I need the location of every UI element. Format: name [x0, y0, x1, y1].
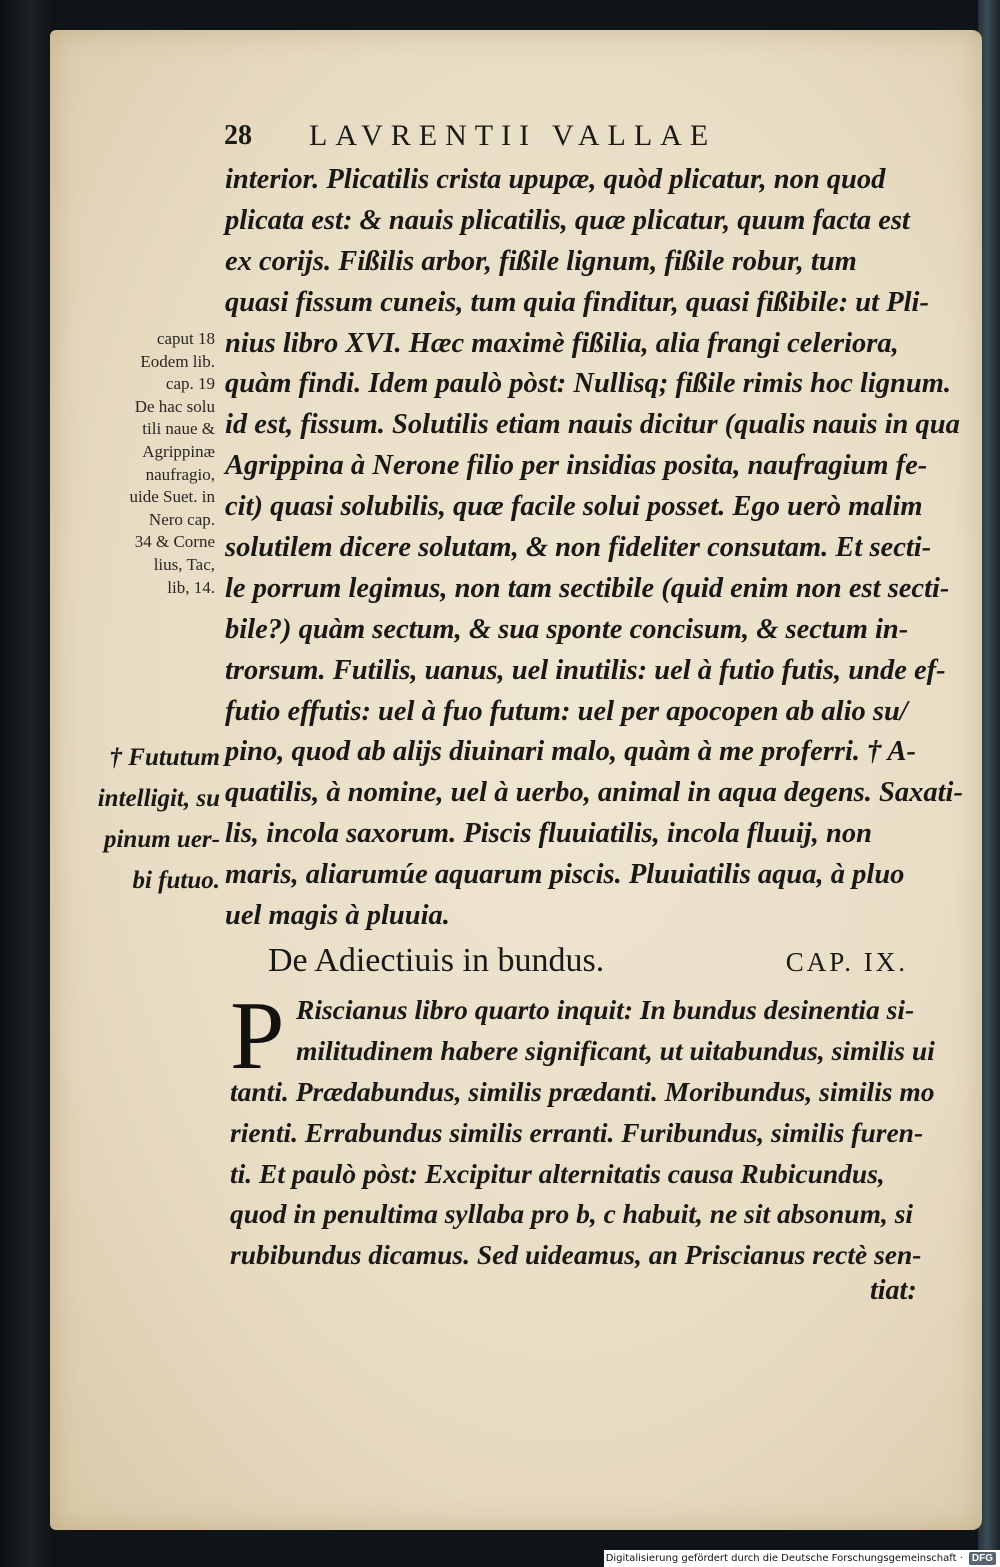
text-line: quod in penultima syllaba pro b, c habuit, ne sit absonum, si [230, 1198, 914, 1230]
binding-edge [0, 0, 55, 1567]
text-line: bile?) quàm sectum, & sua sponte concisum, & sectum in- [225, 613, 909, 645]
text-line: tanti. Prædabundus, similis prædanti. Moribundus, similis mo [230, 1075, 935, 1107]
text-line: plicata est: & nauis plicatilis, quæ plicatur, quum facta est [225, 204, 910, 236]
text-line: solutilem dicere solutam, & non fideliter consutam. Et secti- [225, 532, 932, 564]
text-line: quatilis, à nomine, uel à uerbo, animal in aqua degens. Saxati- [225, 777, 963, 809]
margin-note-references [80, 328, 215, 599]
text-line: nius libro XVI. Hæc maximè fißilia, alia frangi celeriora, [225, 327, 899, 359]
running-head [224, 116, 844, 156]
text-line: uel magis à pluuia. [225, 900, 450, 932]
text-line: ex corijs. Fißilis arbor, fißile lignum, fißile robur, tum [225, 245, 857, 277]
catchword: tiat: [870, 1275, 917, 1306]
chapter-title: De Adiectiuis in bundus. [268, 942, 605, 979]
margin-note-fututum [72, 738, 220, 902]
margin-note-line: uide Suet. in [129, 487, 215, 507]
dfg-logo: DFG [969, 1552, 996, 1565]
margin-note-line: Nero cap. [148, 509, 215, 529]
text-line: le porrum legimus, non tam sectibile (quid enim non est secti- [225, 572, 950, 604]
margin-note-line: lib, 14. [167, 577, 215, 597]
text-line: ti. Et paulò pòst: Excipitur alternitatis causa Rubicundus, [230, 1157, 885, 1189]
body-text [225, 160, 963, 937]
margin-note-line: lius, Tac, [153, 554, 215, 574]
text-line: cit) quasi solubilis, quæ facile solui posset. Ego uerò malim [225, 491, 923, 523]
chapter-heading [268, 942, 908, 992]
chapter-text [230, 982, 935, 1276]
text-line: trorsum. Futilis, uanus, uel inutilis: uel à futio futis, unde ef- [225, 654, 946, 686]
text-line: Riscianus libro quarto inquit: In bundus desinentia si- [296, 994, 915, 1025]
text-line: id est, fissum. Solutilis etiam nauis dicitur (qualis nauis in qua [225, 409, 960, 441]
text-line: militudinem habere significant, ut uitabundus, similis ui [296, 1034, 935, 1066]
margin-note-line: De hac solu [134, 396, 215, 416]
text-line: pino, quod ab alijs diuinari malo, quàm à me proferri. † A- [225, 736, 916, 768]
page-number: 28 [224, 120, 252, 151]
text-line: Agrippina à Nerone filio per insidias posita, naufragium fe- [225, 450, 928, 482]
margin-note-line: pinum uer- [103, 825, 220, 853]
running-title: LAVRENTII VALLAE [309, 119, 717, 152]
text-line: quàm findi. Idem paulò pòst: Nullisq; fißile rimis hoc lignum. [225, 368, 952, 400]
text-line: lis, incola saxorum. Piscis fluuiatilis, incola fluuij, non [225, 818, 872, 850]
funding-notice: Digitalisierung gefördert durch die Deutsche Forschungsgemeinschaft · [605, 1553, 963, 1564]
margin-note-line: tili naue & [142, 419, 215, 439]
margin-note-line: 34 & Corne [134, 532, 215, 552]
margin-note-line: Eodem lib. [140, 351, 215, 371]
book-page [50, 30, 982, 1530]
text-line: rienti. Errabundus similis erranti. Furibundus, similis furen- [230, 1116, 924, 1148]
text-line: futio effutis: uel à fuo futum: uel per apocopen ab alio su/ [225, 695, 908, 727]
margin-note-line: Agrippinæ [142, 441, 215, 461]
drop-cap: P [230, 982, 285, 1090]
margin-note-line: cap. 19 [165, 374, 215, 394]
footer-bar [604, 1550, 1000, 1567]
text-line: interior. Plicatilis crista upupæ, quòd plicatur, non quod [225, 164, 886, 195]
chapter-number: CAP. IX. [785, 947, 908, 977]
margin-note-line: caput 18 [156, 329, 215, 348]
margin-note-line: naufragio, [145, 464, 215, 484]
text-line: maris, aliarumúe aquarum piscis. Pluuiatilis aqua, à pluo [225, 859, 905, 891]
margin-note-line: † Fututum [109, 744, 220, 771]
margin-note-line: intelligit, su [97, 784, 220, 812]
text-line: rubibundus dicamus. Sed uideamus, an Priscianus rectè sen- [230, 1239, 922, 1271]
margin-note-line: bi futuo. [132, 866, 220, 894]
text-line: quasi fissum cuneis, tum quia finditur, quasi fißibile: ut Pli- [225, 286, 929, 318]
